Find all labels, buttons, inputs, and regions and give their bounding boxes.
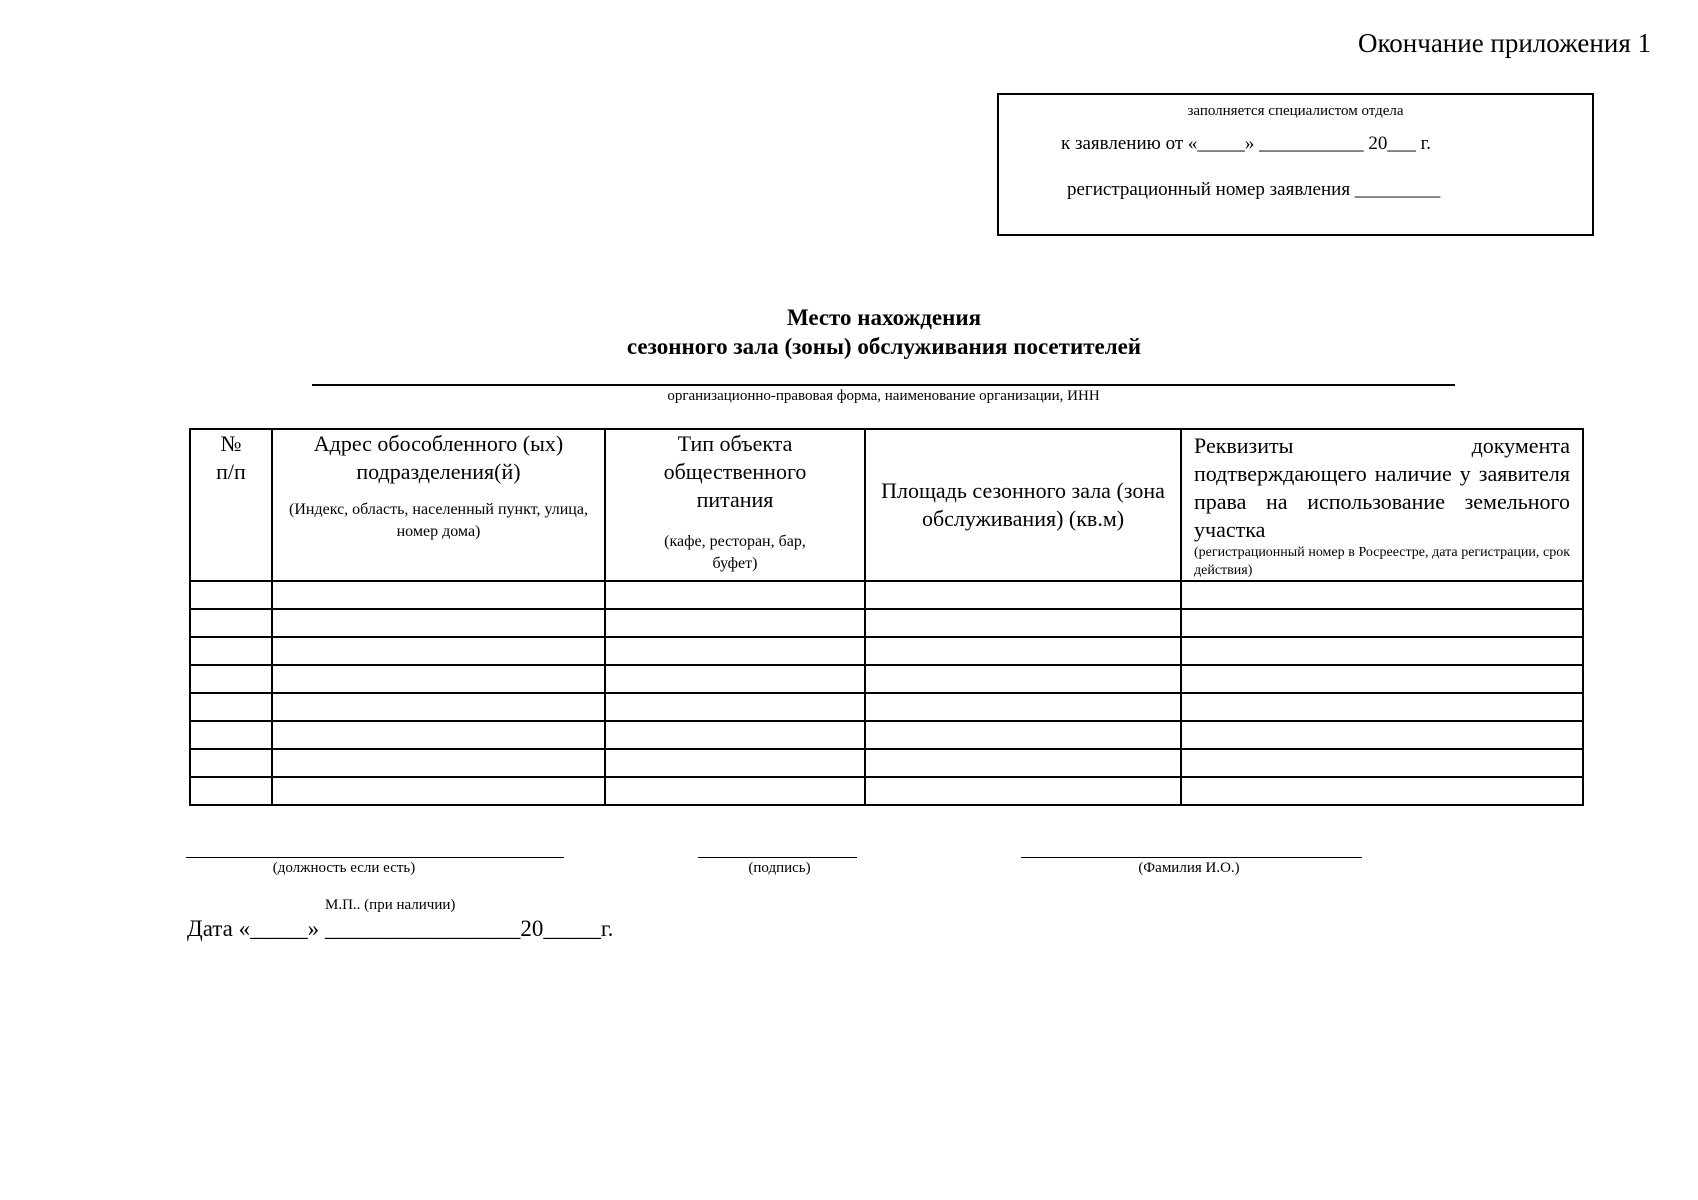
title-line-1: Место нахождения [786, 305, 982, 330]
header-type-label: Тип объекта общественного питания [663, 431, 807, 512]
table-row [190, 749, 1583, 777]
organization-line [312, 384, 1455, 386]
cell-number[interactable] [190, 665, 272, 693]
cell-address[interactable] [272, 721, 605, 749]
table-row [190, 581, 1583, 609]
stamp-note: М.П.. (при наличии) [325, 897, 456, 913]
cell-type[interactable] [605, 581, 865, 609]
cell-requisites[interactable] [1181, 581, 1583, 609]
cell-requisites[interactable] [1181, 749, 1583, 777]
cell-requisites[interactable] [1181, 637, 1583, 665]
cell-number[interactable] [190, 637, 272, 665]
cell-type[interactable] [605, 693, 865, 721]
registration-box [997, 93, 1594, 236]
table-row [190, 693, 1583, 721]
cell-area[interactable] [865, 637, 1181, 665]
header-area [865, 429, 1181, 581]
cell-requisites[interactable] [1181, 777, 1583, 805]
location-table [189, 428, 1584, 806]
cell-type[interactable] [605, 749, 865, 777]
cell-area[interactable] [865, 693, 1181, 721]
cell-address[interactable] [272, 749, 605, 777]
signature-caption: (подпись) [748, 860, 811, 876]
cell-area[interactable] [865, 721, 1181, 749]
cell-number[interactable] [190, 609, 272, 637]
cell-number[interactable] [190, 777, 272, 805]
cell-requisites[interactable] [1181, 693, 1583, 721]
cell-area[interactable] [865, 581, 1181, 609]
registration-note: заполняется специалистом отдела [1187, 103, 1404, 119]
header-requisites-hint: (регистрационный номер в Росреестре, дата регистрации, срок действия) [1194, 545, 1570, 578]
cell-requisites[interactable] [1181, 665, 1583, 693]
cell-requisites[interactable] [1181, 721, 1583, 749]
cell-address[interactable] [272, 609, 605, 637]
registration-number-field: регистрационный номер заявления _________ [1067, 179, 1441, 200]
header-requisites [1181, 429, 1583, 581]
cell-number[interactable] [190, 749, 272, 777]
cell-address[interactable] [272, 777, 605, 805]
cell-requisites[interactable] [1181, 609, 1583, 637]
appendix-title: Окончание приложения 1 [1358, 28, 1651, 58]
table-header-row [190, 429, 1583, 581]
header-type-hint: (кафе, ресторан, бар, буфет) [664, 533, 806, 572]
cell-area[interactable] [865, 665, 1181, 693]
cell-area[interactable] [865, 609, 1181, 637]
cell-area[interactable] [865, 777, 1181, 805]
table-row [190, 665, 1583, 693]
signature-line [698, 857, 857, 858]
cell-area[interactable] [865, 749, 1181, 777]
table-row [190, 721, 1583, 749]
position-caption: (должность если есть) [272, 860, 416, 876]
name-signature-line [1021, 857, 1362, 858]
cell-address[interactable] [272, 581, 605, 609]
header-requisites-label: Реквизиты документа подтверждающего наличие у заявителя права на использование земельного участка [1194, 433, 1570, 542]
cell-type[interactable] [605, 665, 865, 693]
cell-type[interactable] [605, 721, 865, 749]
cell-type[interactable] [605, 637, 865, 665]
header-type [605, 429, 865, 581]
cell-number[interactable] [190, 581, 272, 609]
header-area-label: Площадь сезонного зала (зона обслуживания) (кв.м) [881, 478, 1165, 531]
cell-address[interactable] [272, 693, 605, 721]
header-address [272, 429, 605, 581]
cell-type[interactable] [605, 609, 865, 637]
cell-address[interactable] [272, 637, 605, 665]
cell-number[interactable] [190, 721, 272, 749]
header-address-label: Адрес обособленного (ых) подразделения(й) [313, 431, 564, 484]
organization-caption: организационно-правовая форма, наименование организации, ИНН [667, 388, 1100, 404]
cell-address[interactable] [272, 665, 605, 693]
header-number [190, 429, 272, 581]
cell-number[interactable] [190, 693, 272, 721]
date-line: Дата «_____» _________________20_____г. [187, 916, 614, 941]
document-title [0, 303, 1698, 361]
position-signature-line [186, 857, 564, 858]
cell-type[interactable] [605, 777, 865, 805]
application-date-field: к заявлению от «_____» ___________ 20___ г. [1061, 133, 1432, 154]
header-number-label: № п/п [216, 431, 246, 484]
name-caption: (Фамилия И.О.) [1138, 860, 1240, 876]
table-row [190, 637, 1583, 665]
table-row [190, 777, 1583, 805]
title-line-2: сезонного зала (зоны) обслуживания посетителей [626, 334, 1142, 359]
table-row [190, 609, 1583, 637]
header-address-hint: (Индекс, область, населенный пункт, улица, номер дома) [289, 501, 588, 540]
